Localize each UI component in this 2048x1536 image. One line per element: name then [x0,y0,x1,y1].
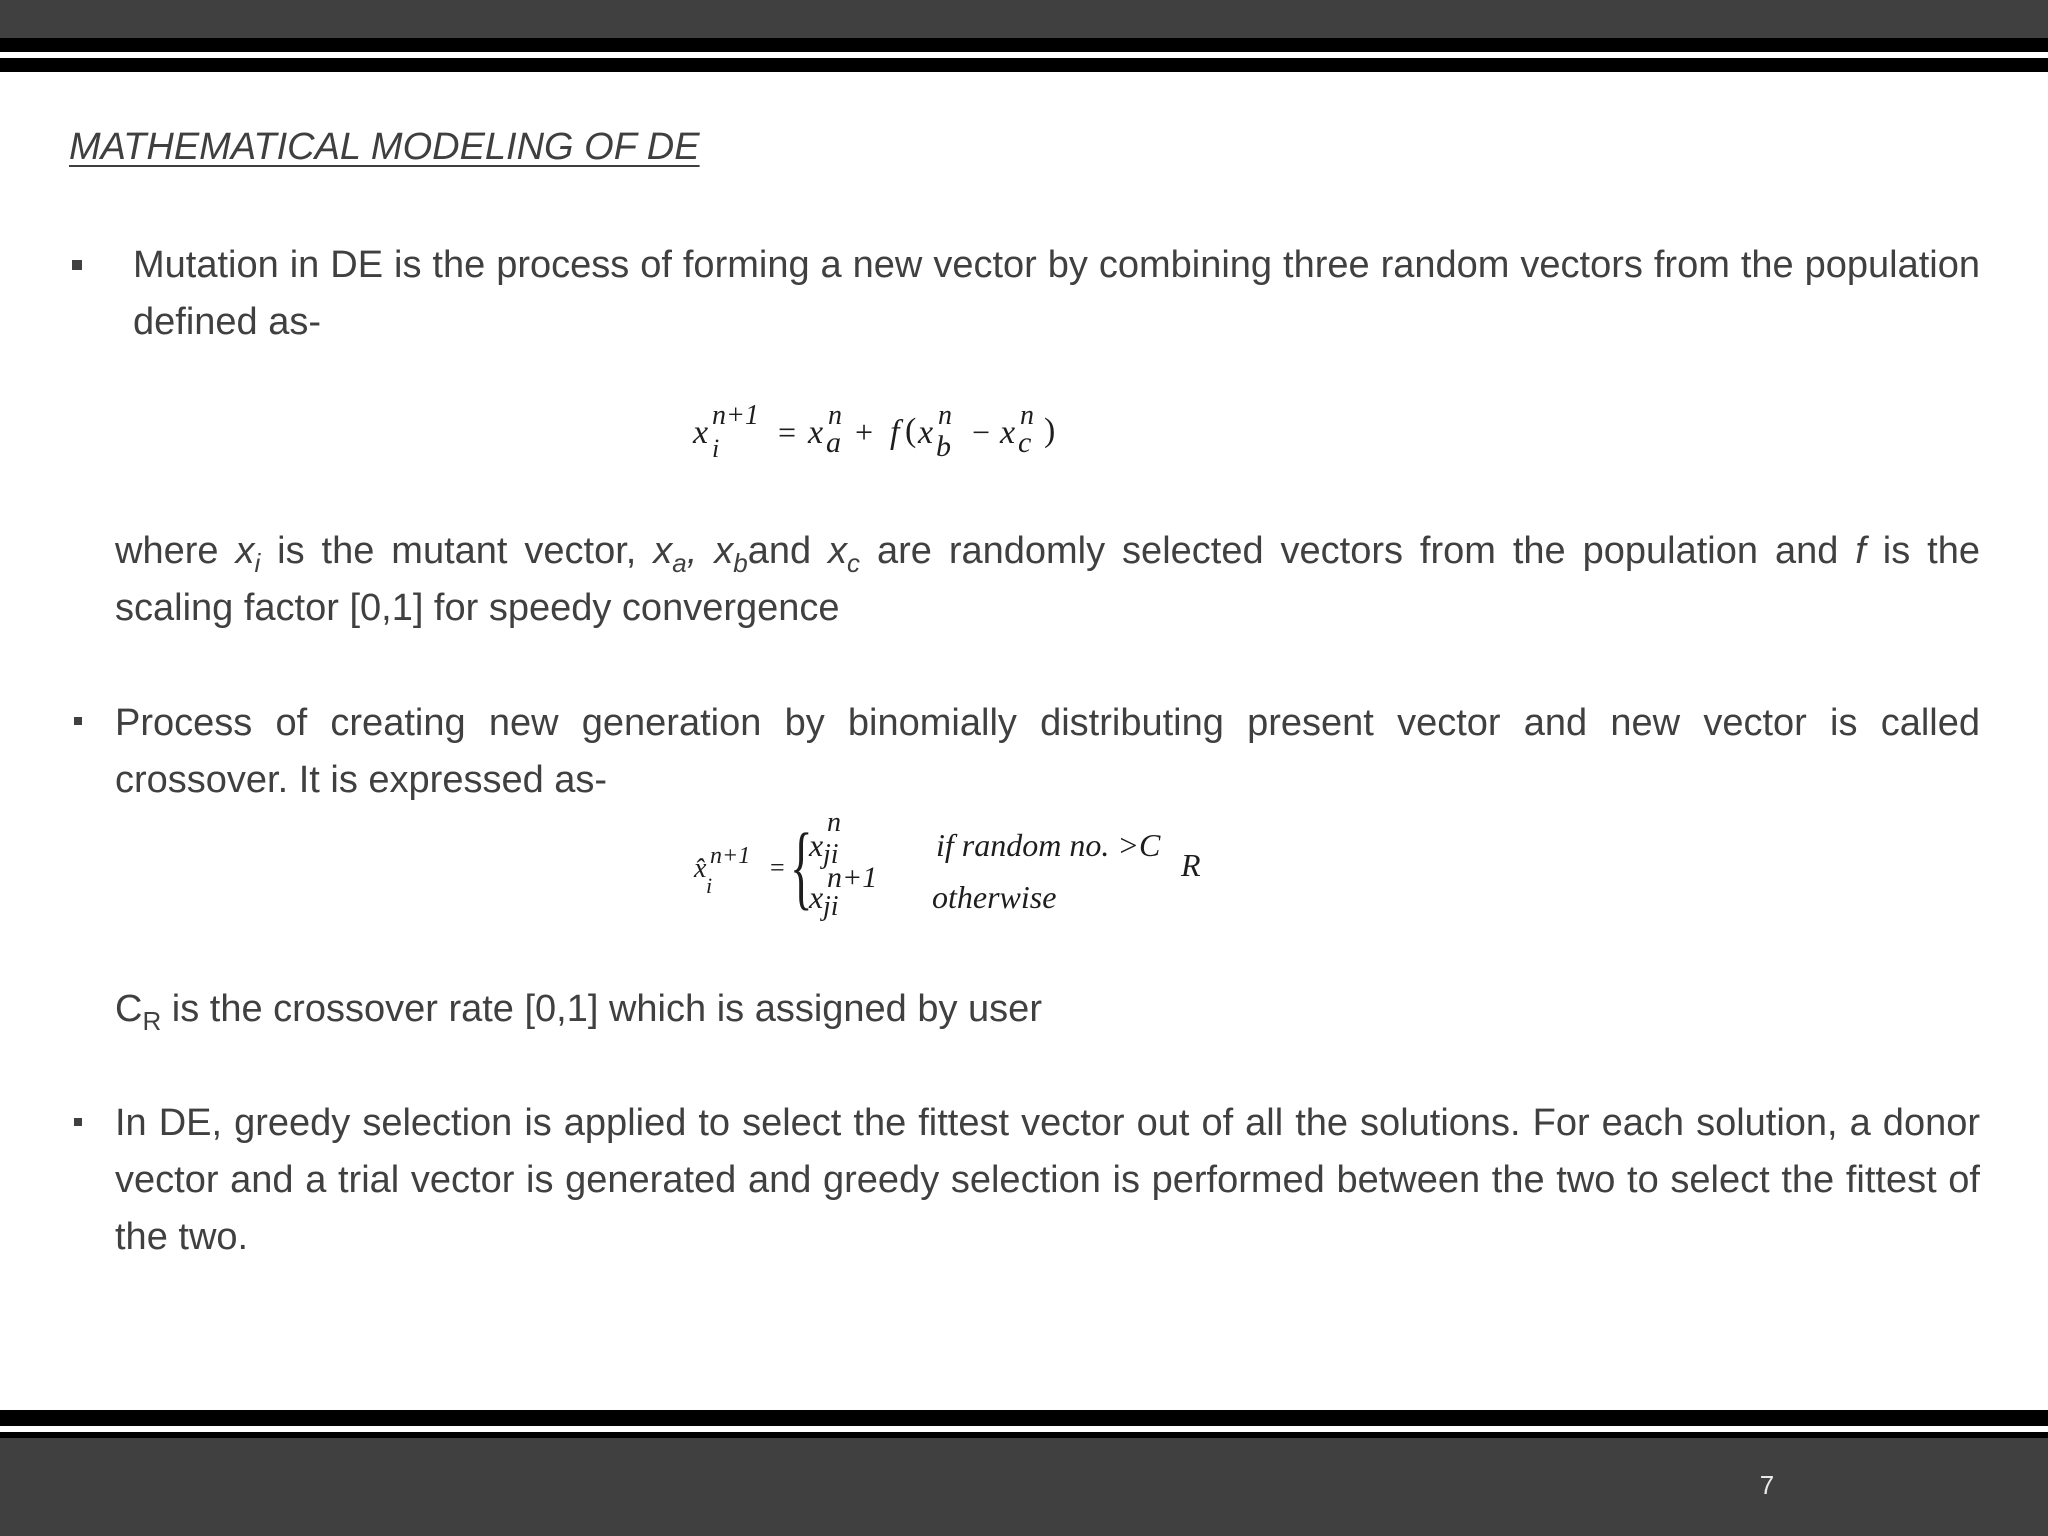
eq-b-var: x [918,414,934,451]
crossover-equation [690,807,1230,925]
cx-case1-sup: n [827,807,841,838]
eq-c-var: x [1000,414,1016,451]
eq-f: f [890,414,900,451]
where-xi: x [235,530,255,572]
cx-lhs-sup: n+1 [710,843,751,869]
mutation-text: Mutation in DE is the process of forming a new vector by combining three random vectors from the population defined as- [133,244,1980,343]
where-part-1: where [115,530,236,572]
crossover-text: Process of creating new generation by binomially distributing present vector and new vector is called crossover. It is expressed as- [115,702,1980,801]
cr-main: C [115,988,143,1030]
slide-title: MATHEMATICAL MODELING OF DE [69,126,700,168]
eq-a-sub: a [826,426,841,459]
where-xc: x [828,530,848,572]
eq-c-sub: c [1018,426,1032,459]
where-xa-sub: a [672,548,687,579]
mutation-equation [690,400,1110,470]
top-bar [0,0,2048,38]
bullet-selection [74,1118,82,1126]
eq-plus: + [855,414,874,450]
cx-lhs-sub: i [706,873,713,898]
cx-case1-sub: ji [823,839,839,870]
top-rule-2 [0,58,2048,72]
eq-lhs-sup: n+1 [712,400,759,431]
eq-open: ( [905,412,917,449]
where-xb-sub: b [733,548,748,579]
cx-case2-sup: n+1 [827,861,878,894]
eq-a-var: x [808,414,824,451]
cx-case1-cond: if random no. >C [936,827,1161,863]
selection-text: In DE, greedy selection is applied to select the fittest vector out of all the solutions. For each solution, a donor vector and a trial vector is generated and greedy selection is performed between the two to select the fittest of the two. [115,1102,1980,1258]
cx-case2-var: x [809,879,824,915]
where-comma: , [686,530,715,572]
mutation-where-text [115,523,1980,637]
eq-lhs-sub: i [712,434,720,463]
top-rule [0,38,2048,52]
where-and: and [747,530,829,572]
where-part-2: is the mutant vector, [260,530,654,572]
cr-text: is the crossover rate [0,1] which is assigned by user [161,988,1042,1030]
bullet-mutation [72,260,82,270]
cx-brace: { [790,815,813,919]
cx-case2-cond: otherwise [932,879,1057,915]
crossover-rate-text [115,981,1980,1038]
bullet-crossover [74,717,82,725]
eq-b-sub: b [936,430,951,463]
eq-c-sup: n [1020,400,1034,431]
bottom-bar [0,1438,2048,1536]
eq-equals: = [778,414,797,450]
where-part-4: is the scaling factor [0,1] for speedy convergence [115,530,1980,629]
eq-a-sup: n [828,400,842,431]
where-part-3: are randomly selected vectors from the population and [860,530,1856,572]
cx-case1-var: x [809,827,824,863]
eq-b-sup: n [938,400,952,431]
cx-equals: = [770,853,785,882]
eq-minus: − [972,414,991,450]
where-f: f [1855,530,1866,572]
eq-lhs-var: x [693,414,709,451]
bottom-rule [0,1410,2048,1426]
cr-sub: R [142,1006,162,1037]
eq-close: ) [1044,412,1056,449]
cx-case2-sub: ji [823,891,839,922]
slide-number: 7 [1759,1470,1775,1500]
where-xa: x [653,530,673,572]
cx-case1-cond-sub: R [1181,847,1201,883]
where-xc-sub: c [847,548,861,579]
cx-lhs-var: x̂ [694,853,707,884]
where-xb: x [714,530,734,572]
where-xi-sub: i [254,548,261,579]
